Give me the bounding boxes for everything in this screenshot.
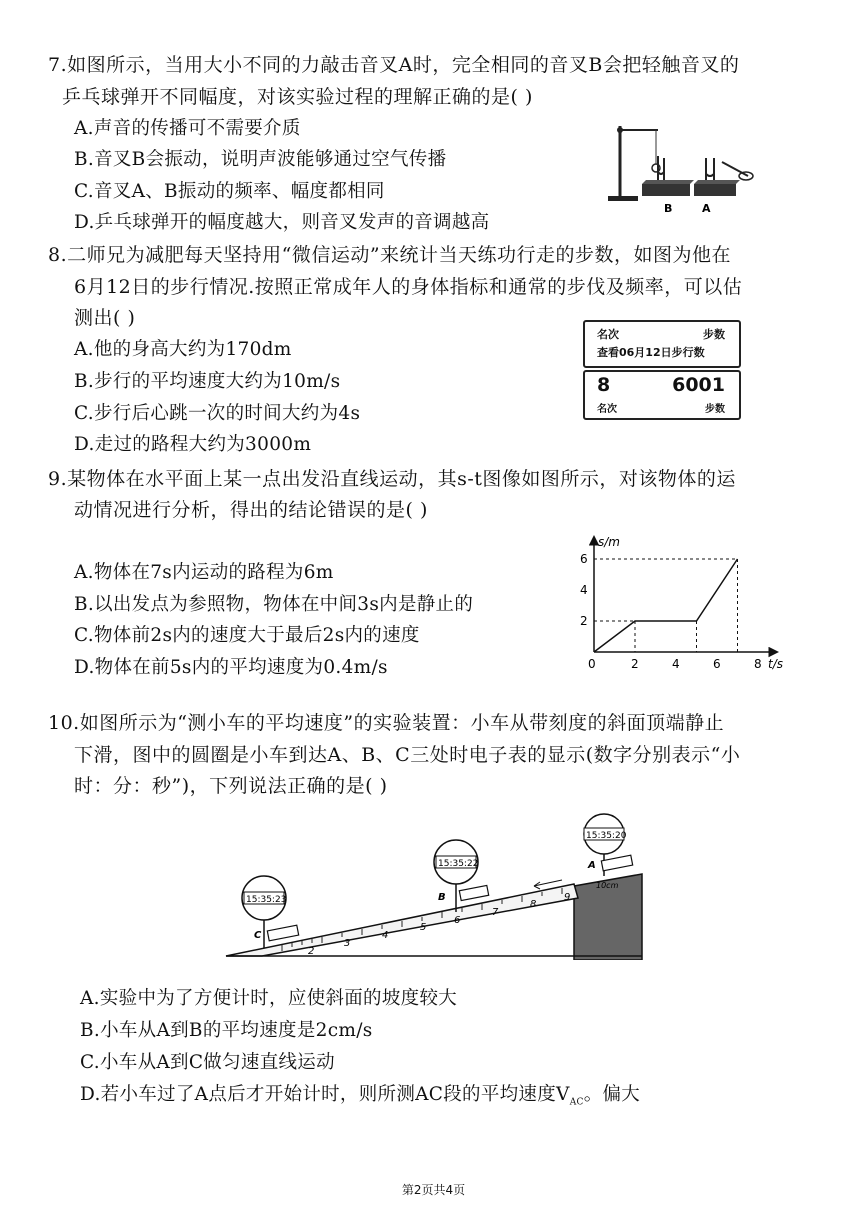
q9-option-c: C.物体前2s内的速度大于最后2s内的速度 [74, 625, 420, 646]
y-tick-2: 2 [580, 614, 588, 628]
q10-stem-line3: 时：分：秒”)，下列说法正确的是( ) [74, 775, 388, 797]
clock-c-time: 15:35:23 [246, 895, 287, 905]
s-t-graph [576, 532, 794, 674]
q9-option-a: A.物体在7s内运动的路程为6m [74, 562, 334, 583]
clock-a-time: 15:35:20 [586, 831, 627, 841]
q10-option-a: A.实验中为了方便计时，应使斜面的坡度较大 [80, 988, 458, 1009]
y-tick-4: 4 [580, 583, 588, 597]
q10-stem-line2: 下滑，图中的圆圈是小车到达A、B、C三处时电子表的显示(数字分别表示“小 [74, 744, 741, 766]
ruler-number-2: 2 [308, 946, 315, 957]
q8-option-c: C.步行后心跳一次的时间大约为4s [74, 403, 361, 424]
ruler-number-9: 9 [564, 892, 571, 903]
q8-option-a: A.他的身高大约为170dm [74, 339, 292, 360]
q7-stem-line2: 乒乓球弹开不同幅度，对该实验过程的理解正确的是( ) [62, 86, 533, 108]
x-tick-2: 2 [631, 657, 639, 671]
q10-option-d-subscript: AC [569, 1097, 584, 1108]
origin-label: 0 [588, 657, 596, 671]
q10-option-b: B.小车从A到B的平均速度是2cm/s [80, 1020, 373, 1041]
point-a-label: A [588, 860, 596, 871]
q8-stem-line1: 8.二师兄为减肥每天坚持用“微信运动”来统计当天练功行走的步数，如图为他在 [48, 244, 732, 266]
panel-steps-footer: 步数 [705, 404, 725, 415]
page-footer: 第2页共4页 [401, 1183, 466, 1197]
q10-stem-line1: 10.如图所示为“测小车的平均速度”的实验装置：小车从带刻度的斜面顶端静止 [48, 712, 725, 734]
q10-option-d-tail: 。偏大 [583, 1084, 641, 1105]
ruler-unit: 10cm [596, 881, 619, 890]
q8-option-d: D.走过的路程大约为3000m [74, 434, 312, 455]
panel-date-caption: 查看06月12日步行数 [597, 346, 705, 359]
q9-stem-line1: 9.某物体在水平面上某一点出发沿直线运动，其s-t图像如图所示，对该物体的运 [48, 468, 736, 490]
step-panel-top [583, 320, 741, 368]
x-tick-4: 4 [672, 657, 680, 671]
tuning-fork-figure [598, 118, 760, 218]
ruler-number-5: 5 [420, 922, 427, 933]
q7-option-c: C.音叉A、B振动的频率、幅度都相同 [74, 181, 385, 202]
fork-a-label: A [702, 202, 711, 215]
q8-stem-line3: 测出( ) [74, 307, 136, 329]
fork-b-label: B [664, 202, 673, 215]
y-axis-label: s/m [598, 535, 620, 549]
ruler-number-6: 6 [454, 915, 461, 926]
q9-option-b: B.以出发点为参照物，物体在中间3s内是静止的 [74, 594, 474, 615]
panel-rank-value: 8 [597, 374, 611, 396]
step-panel-bottom [583, 370, 741, 420]
point-c-label: C [254, 930, 262, 941]
clock-b-time: 15:35:22 [438, 859, 479, 869]
q8-stem-line2: 6月12日的步行情况.按照正常成年人的身体指标和通常的步伐及频率，可以估 [74, 276, 743, 298]
q7-option-d: D.乒乓球弹开的幅度越大，则音叉发声的音调越高 [74, 212, 490, 233]
q10-option-c: C.小车从A到C做匀速直线运动 [80, 1052, 335, 1073]
q9-stem-line2: 动情况进行分析，得出的结论错误的是( ) [74, 499, 428, 521]
q10-option-d-text: D.若小车过了A点后才开始计时，则所测AC段的平均速度V [80, 1084, 570, 1105]
panel-rank-footer: 名次 [597, 404, 617, 415]
x-tick-6: 6 [713, 657, 721, 671]
point-b-label: B [438, 892, 446, 903]
panel-rank-header: 名次 [597, 328, 619, 341]
panel-steps-value: 6001 [672, 374, 725, 396]
q7-option-b: B.音叉B会振动，说明声波能够通过空气传播 [74, 149, 447, 170]
y-tick-6: 6 [580, 552, 588, 566]
incline-figure [222, 812, 654, 960]
q10-option-d [80, 1080, 640, 1118]
x-tick-8: 8 [754, 657, 762, 671]
ruler-number-3: 3 [344, 938, 351, 949]
panel-steps-header: 步数 [703, 328, 725, 341]
q7-stem-line1: 7.如图所示，当用大小不同的力敲击音叉A时，完全相同的音叉B会把轻触音叉的 [48, 54, 740, 76]
ruler-number-8: 8 [530, 899, 537, 910]
q9-option-d: D.物体在前5s内的平均速度为0.4m/s [74, 657, 388, 678]
ruler-number-7: 7 [492, 907, 499, 918]
q7-option-a: A.声音的传播可不需要介质 [74, 118, 301, 139]
x-axis-label: t/s [768, 657, 783, 671]
ruler-number-4: 4 [382, 930, 389, 941]
s-t-line [594, 559, 738, 652]
q8-option-b: B.步行的平均速度大约为10m/s [74, 371, 341, 392]
